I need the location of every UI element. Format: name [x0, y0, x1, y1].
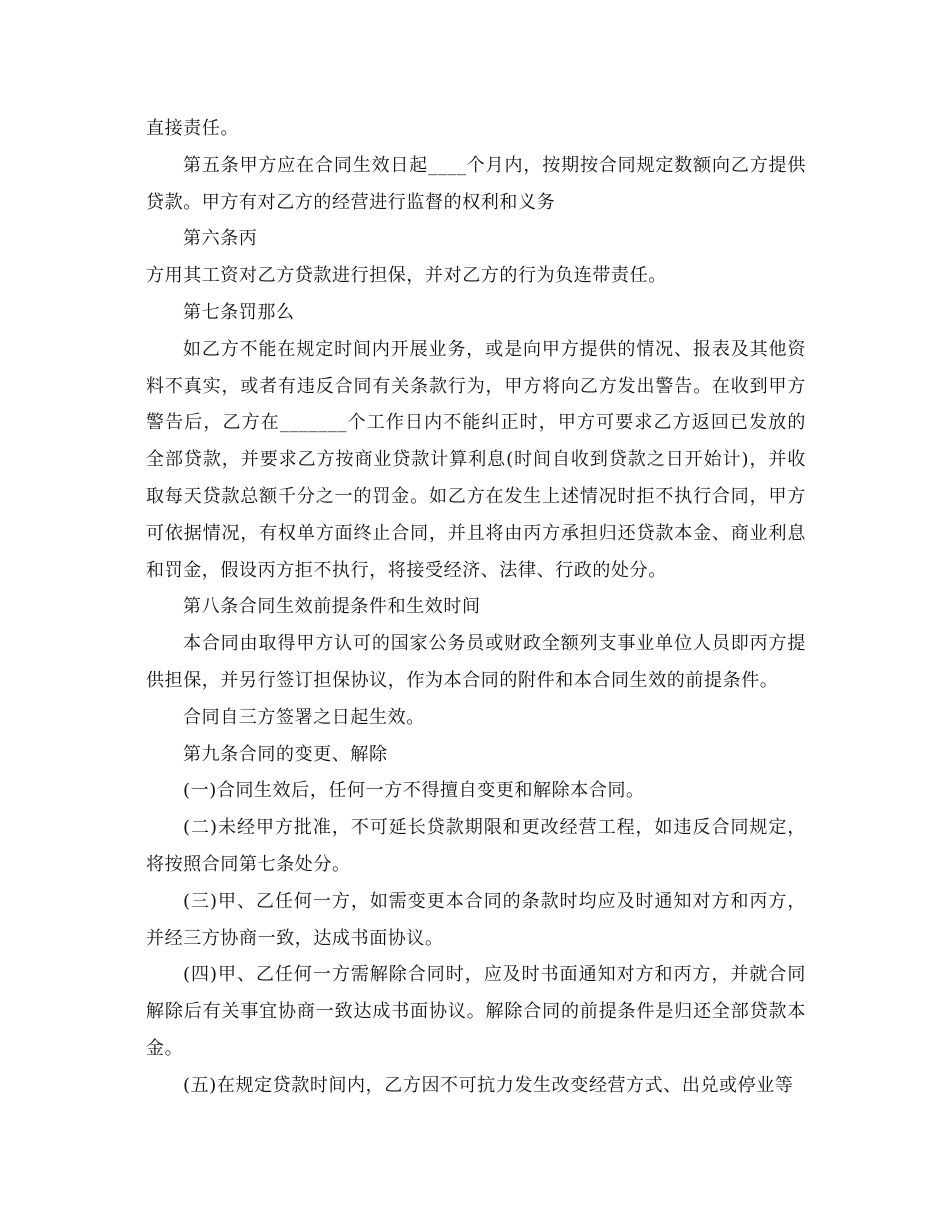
paragraph-clause-3: (三)甲、乙任何一方，如需变更本合同的条款时均应及时通知对方和丙方，并经三方协商一致，达成书面协议。	[146, 890, 806, 949]
paragraph-article-9-heading: 第九条合同的变更、解除	[183, 743, 388, 765]
paragraph-clause-4: (四)甲、乙任何一方需解除合同时，应及时书面通知对方和丙方，并就合同解除后有关事宜协商一致达成书面协议。解除合同的前提条件是归还全部贷款本金。	[146, 964, 806, 1059]
paragraph-clause-1: (一)合同生效后，任何一方不得擅自变更和解除本合同。	[183, 780, 645, 802]
paragraph-article-7-body: 如乙方不能在规定时间内开展业务，或是向甲方提供的情况、报表及其他资料不真实，或者有违反合同有关条款行为，甲方将向乙方发出警告。在收到甲方警告后，乙方在_______个工作日内不能纠正时，甲方可要求乙方返回已发放的全部贷款，并要求乙方按商业贷款计算利息(时间自收到贷款之日开始计)，并收取每天贷款总额千分之一的罚金。如乙方在发生上述情况时拒不执行合同，甲方可依据情况，有权单方面终止合同，并且将由丙方承担归还贷款本金、商业利息和罚金，假设丙方拒不执行，将接受经济、法律、行政的处分。	[146, 338, 806, 581]
paragraph-clause-5: (五)在规定贷款时间内，乙方因不可抗力发生改变经营方式、出兑或停业等	[183, 1074, 794, 1096]
paragraph-article-8-heading: 第八条合同生效前提条件和生效时间	[183, 596, 481, 618]
paragraph-direct-responsibility: 直接责任。	[146, 118, 239, 139]
paragraph-article-5: 第五条甲方应在合同生效日起____个月内，按期按合同规定数额向乙方提供贷款。甲方有对乙方的经营进行监督的权利和义务	[146, 154, 806, 213]
paragraph-clause-2: (二)未经甲方批准，不可延长贷款期限和更改经营工程，如违反合同规定，将按照合同第七条处分。	[146, 817, 806, 875]
paragraph-article-7-heading: 第七条罚那么	[183, 301, 295, 323]
paragraph-article-6-body: 方用其工资对乙方贷款进行担保，并对乙方的行为负连带责任。	[146, 265, 667, 287]
paragraph-article-8-body: 本合同由取得甲方认可的国家公务员或财政全额列支事业单位人员即丙方提供担保，并另行签订担保协议，作为本合同的附件和本合同生效的前提条件。	[146, 633, 806, 691]
document-body	[146, 111, 806, 1105]
paragraph-article-6-heading: 第六条丙	[183, 228, 258, 250]
paragraph-effective-date: 合同自三方签署之日起生效。	[183, 706, 425, 728]
